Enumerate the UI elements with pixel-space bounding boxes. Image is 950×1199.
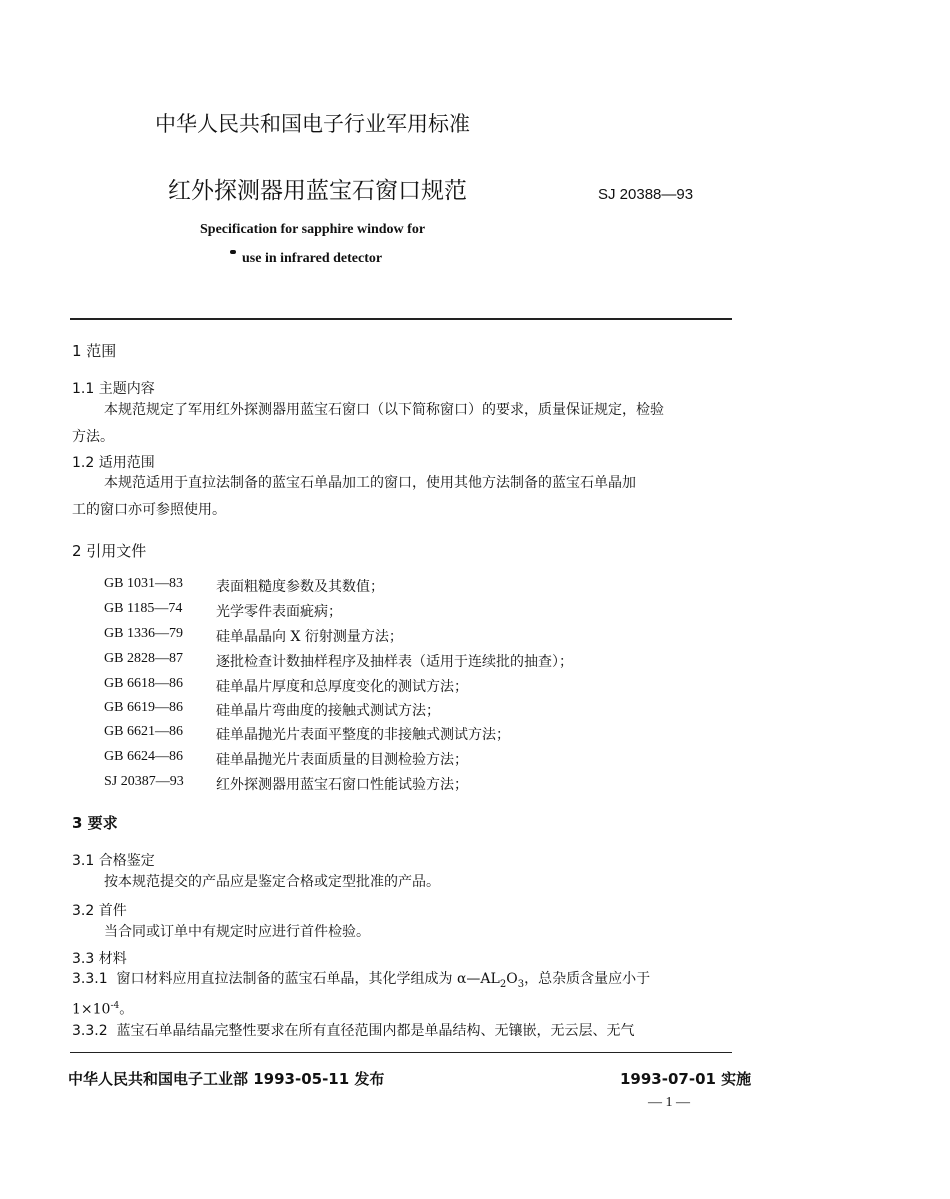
section-3-heading: 3 要求: [72, 814, 118, 832]
section-3-3-heading: 3.3 材料: [72, 951, 127, 967]
header-divider: [70, 318, 732, 320]
reference-title: 表面粗糙度参数及其数值；: [216, 579, 384, 595]
english-title-line1: Specification for sapphire window for: [200, 222, 426, 237]
reference-code: GB 1031—83: [104, 576, 183, 591]
section-1-1-paragraph-line2: 方法。: [72, 429, 114, 445]
section-1-2-paragraph-line2: 工的窗口亦可参照使用。: [72, 502, 226, 518]
reference-code: GB 1185—74: [104, 601, 183, 616]
effective-date: 1993-07-01 实施: [620, 1070, 752, 1088]
page-number: — 1 —: [648, 1095, 690, 1110]
section-1-1-paragraph-line1: 本规范规定了军用红外探测器用蓝宝石窗口（以下简称窗口）的要求，质量保证规定，检验: [104, 402, 664, 418]
clause-text: 1×10: [72, 1001, 111, 1018]
clause-text: O: [506, 971, 518, 987]
clause-number: 3.3.1: [72, 971, 108, 987]
clause-text: 。: [119, 1001, 134, 1018]
section-1-2-heading: 1.2 适用范围: [72, 455, 155, 471]
reference-title: 硅单晶抛光片表面平整度的非接触式测试方法；: [216, 727, 510, 743]
clause-text: ，总杂质含量应小于: [524, 971, 651, 987]
section-3-3-2-line1: [72, 1018, 635, 1045]
section-2-heading: 2 引用文件: [72, 542, 147, 560]
clause-number: 3.3.2: [72, 1023, 108, 1039]
reference-code: GB 2828—87: [104, 651, 183, 666]
reference-title: 硅单晶片厚度和总厚度变化的测试方法；: [216, 679, 468, 695]
reference-code: GB 1336—79: [104, 626, 183, 641]
section-3-1-paragraph: 按本规范提交的产品应是鉴定合格或定型批准的产品。: [104, 874, 440, 890]
footer-divider: [70, 1052, 732, 1053]
section-3-1-heading: 3.1 合格鉴定: [72, 853, 155, 869]
clause-text: 蓝宝石单晶结晶完整性要求在所有直径范围内都是单晶结构、无镶嵌，无云层、无气: [116, 1023, 635, 1039]
issue-statement: 中华人民共和国电子工业部 1993-05-11 发布: [68, 1070, 385, 1088]
standard-category-title: 中华人民共和国电子行业军用标准: [155, 112, 470, 136]
reference-code: SJ 20387—93: [104, 774, 184, 789]
reference-title: 红外探测器用蓝宝石窗口性能试验方法；: [216, 777, 468, 793]
reference-title: 硅单晶晶向 X 衍射测量方法；: [216, 629, 403, 645]
document-title: 红外探测器用蓝宝石窗口规范: [168, 178, 467, 204]
reference-title: 硅单晶片弯曲度的接触式测试方法；: [216, 703, 440, 719]
subscript: 2: [499, 978, 507, 990]
reference-title: 逐批检查计数抽样程序及抽样表（适用于连续批的抽查）；: [216, 654, 573, 670]
section-1-heading: 1 范围: [72, 342, 117, 360]
section-1-1-heading: 1.1 主题内容: [72, 381, 155, 397]
section-3-2-heading: 3.2 首件: [72, 903, 127, 919]
reference-code: GB 6619—86: [104, 700, 183, 715]
reference-code: GB 6624—86: [104, 749, 183, 764]
print-mark: [230, 250, 236, 254]
superscript: -4: [110, 1001, 120, 1011]
reference-title: 光学零件表面疵病；: [216, 604, 342, 620]
subscript: 3: [517, 978, 525, 990]
reference-code: GB 6621—86: [104, 724, 183, 739]
document-code: SJ 20388—93: [598, 186, 694, 203]
section-3-3-1-line1: [72, 966, 650, 998]
english-title-line2: use in infrared detector: [242, 251, 383, 266]
section-1-2-paragraph-line1: 本规范适用于直拉法制备的蓝宝石单晶加工的窗口，使用其他方法制备的蓝宝石单晶加: [104, 475, 636, 491]
reference-code: GB 6618—86: [104, 676, 183, 691]
clause-text: 窗口材料应用直拉法制备的蓝宝石单晶，其化学组成为 α—AL: [116, 971, 500, 987]
section-3-2-paragraph: 当合同或订单中有规定时应进行首件检验。: [104, 924, 370, 940]
reference-title: 硅单晶抛光片表面质量的目测检验方法；: [216, 752, 468, 768]
